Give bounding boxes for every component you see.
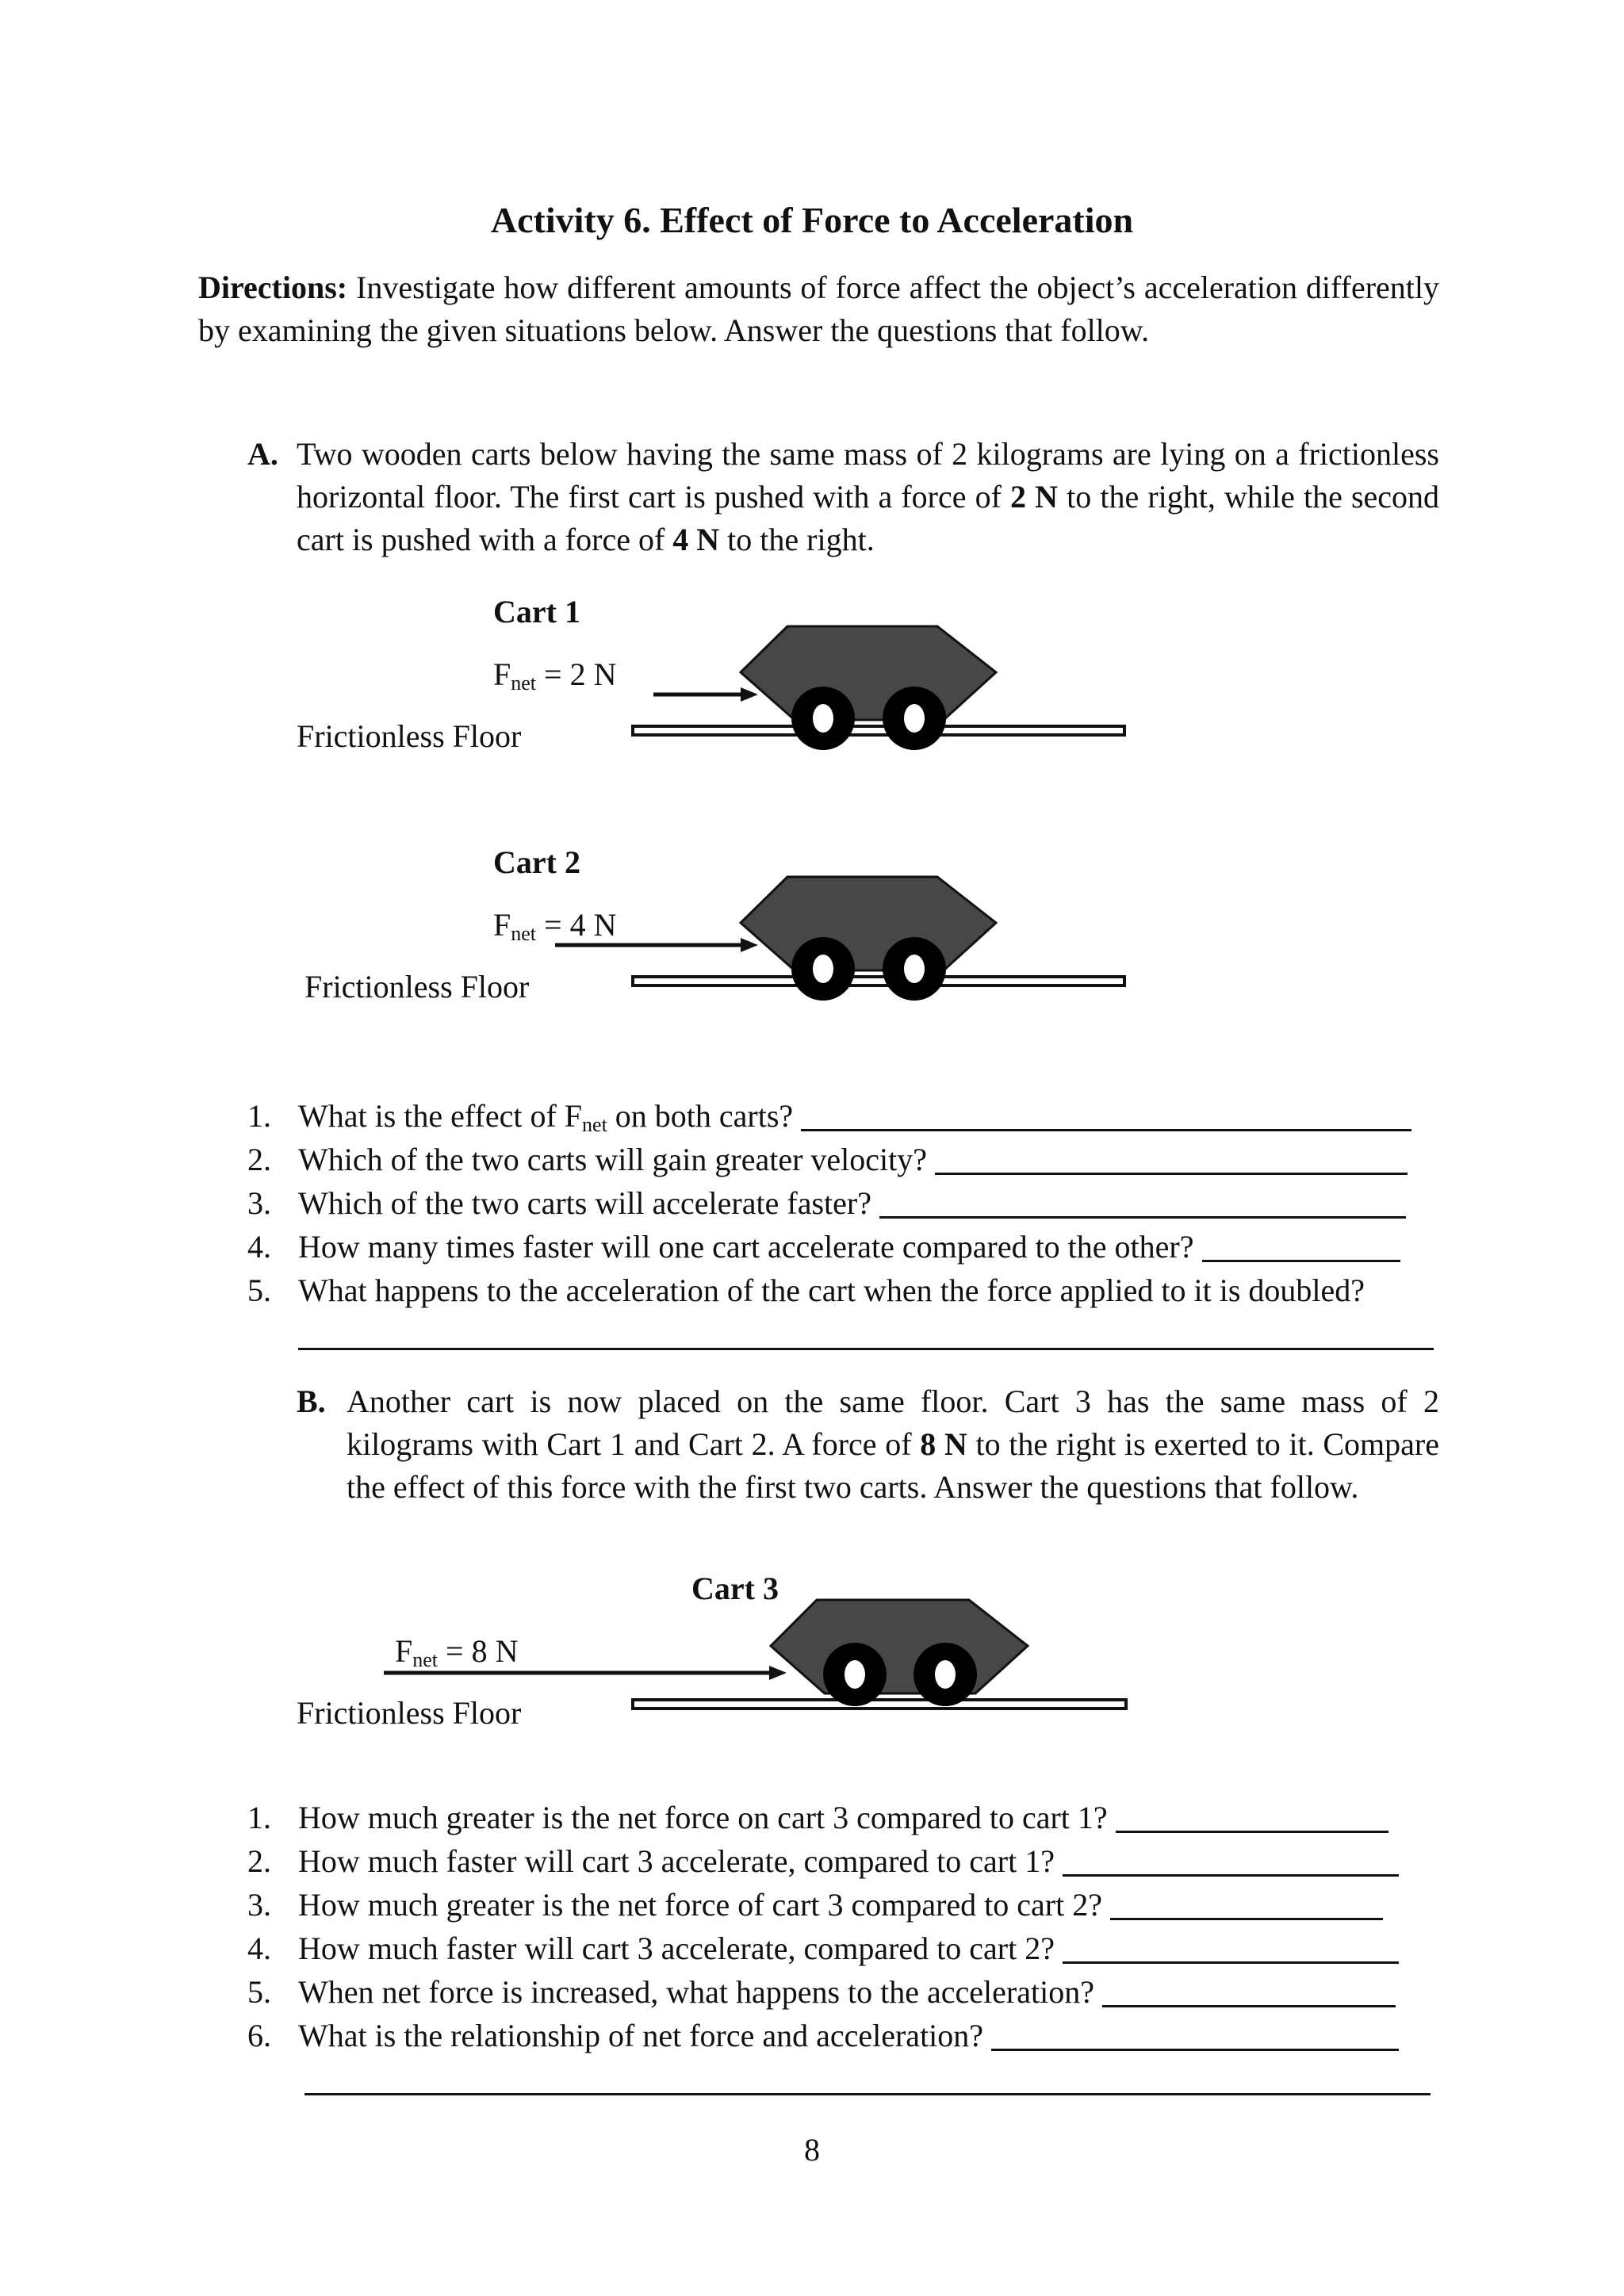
directions-label: Directions: xyxy=(198,270,348,305)
answer-blank[interactable] xyxy=(1102,1970,1396,2007)
list-item xyxy=(247,1839,1445,1883)
cart-3-floor-label: Frictionless Floor xyxy=(297,1695,522,1731)
answer-blank[interactable] xyxy=(991,2014,1399,2051)
force-symbol: F xyxy=(395,1633,413,1669)
part-b-marker: B. xyxy=(297,1383,326,1419)
answer-line[interactable] xyxy=(304,2093,1431,2095)
floor xyxy=(633,1700,1126,1709)
question-subscript: net xyxy=(582,1113,607,1136)
question-text: What happens to the acceleration of the cart when the force applied to it is doubled? xyxy=(298,1272,1365,1308)
question-number: 5. xyxy=(247,1974,271,2010)
question-text: How much faster will cart 3 accelerate, compared to cart 1? xyxy=(298,1843,1055,1879)
part-b-questions xyxy=(247,1796,1445,2057)
question-text: What is the relationship of net force and acceleration? xyxy=(298,2018,984,2053)
question-number: 1. xyxy=(247,1800,271,1835)
part-b-text-1: Another cart is now placed on the same floor. Cart 3 has the same mass of 2 kilograms with Cart 1 and Cart 2. A force of xyxy=(347,1383,1439,1462)
cart-1-floor-label: Frictionless Floor xyxy=(297,718,522,754)
question-text: What is the effect of F xyxy=(298,1098,583,1134)
list-item xyxy=(247,1796,1445,1839)
question-number: 3. xyxy=(247,1185,271,1221)
list-item xyxy=(247,1927,1445,1970)
part-b-text-2: to the right is exerted to it. Compare the effect of this force with the first two carts. Answer the questions that follow. xyxy=(347,1426,1439,1505)
part-a-text-3: to the right. xyxy=(727,522,875,557)
force-value: = 8 N xyxy=(438,1633,519,1669)
force-symbol: F xyxy=(493,656,511,692)
wheel-hub xyxy=(845,1660,865,1689)
force-value: = 4 N xyxy=(536,907,617,943)
answer-blank[interactable] xyxy=(1110,1883,1383,1920)
question-number: 4. xyxy=(247,1229,271,1265)
answer-blank[interactable] xyxy=(1063,1927,1399,1964)
cart-body xyxy=(771,1600,1028,1693)
question-number: 4. xyxy=(247,1931,271,1966)
part-a-text-2: to the right, while the second cart is pushed with a force of xyxy=(297,479,1440,557)
cart-2-floor-label: Frictionless Floor xyxy=(304,969,530,1004)
page-number: 8 xyxy=(804,2132,820,2168)
list-item xyxy=(247,2014,1445,2057)
question-text: How many times faster will one cart accelerate compared to the other? xyxy=(298,1229,1194,1265)
part-a-marker: A. xyxy=(247,436,278,472)
force-symbol: F xyxy=(493,907,511,943)
question-number: 6. xyxy=(247,2018,271,2053)
answer-blank[interactable] xyxy=(1116,1796,1388,1833)
force-subscript: net xyxy=(511,672,537,695)
question-text: When net force is increased, what happens to the acceleration? xyxy=(298,1974,1094,2010)
question-number: 1. xyxy=(247,1098,271,1134)
force-subscript: net xyxy=(511,922,537,945)
question-number: 3. xyxy=(247,1887,271,1923)
list-item xyxy=(247,1970,1445,2014)
part-a-force-2: 4 N xyxy=(672,522,720,557)
question-text: How much faster will cart 3 accelerate, compared to cart 2? xyxy=(298,1931,1055,1966)
part-a-text-1: Two wooden carts below having the same mass of 2 kilograms are lying on a frictionless horizontal floor. The first cart is pushed with a force of xyxy=(297,436,1439,515)
cart-3-title: Cart 3 xyxy=(691,1571,779,1606)
list-item xyxy=(247,1883,1445,1927)
force-subscript: net xyxy=(412,1648,439,1671)
part-b-force: 8 N xyxy=(920,1426,967,1462)
arrow-head xyxy=(769,1666,787,1680)
wheel-hub xyxy=(935,1660,956,1689)
cart-2-title: Cart 2 xyxy=(493,844,580,880)
cart-1-title: Cart 1 xyxy=(493,594,580,629)
page-title: Activity 6. Effect of Force to Acceleration xyxy=(490,200,1134,240)
force-value: = 2 N xyxy=(536,656,617,692)
question-text: How much greater is the net force on cart 3 compared to cart 1? xyxy=(298,1800,1108,1835)
question-number: 2. xyxy=(247,1142,271,1177)
question-text: Which of the two carts will accelerate faster? xyxy=(298,1185,871,1221)
question-number: 2. xyxy=(247,1843,271,1879)
question-number: 5. xyxy=(247,1272,271,1308)
question-text: on both carts? xyxy=(607,1098,794,1134)
question-text: Which of the two carts will gain greater velocity? xyxy=(298,1142,928,1177)
part-a-force-1: 2 N xyxy=(1010,479,1059,515)
question-text: How much greater is the net force of cart 3 compared to cart 2? xyxy=(298,1887,1102,1923)
directions-text: Investigate how different amounts of force affect the object’s acceleration differently by examining the given situations below. Answer the questions that follow. xyxy=(198,270,1439,348)
answer-blank[interactable] xyxy=(1063,1839,1399,1877)
